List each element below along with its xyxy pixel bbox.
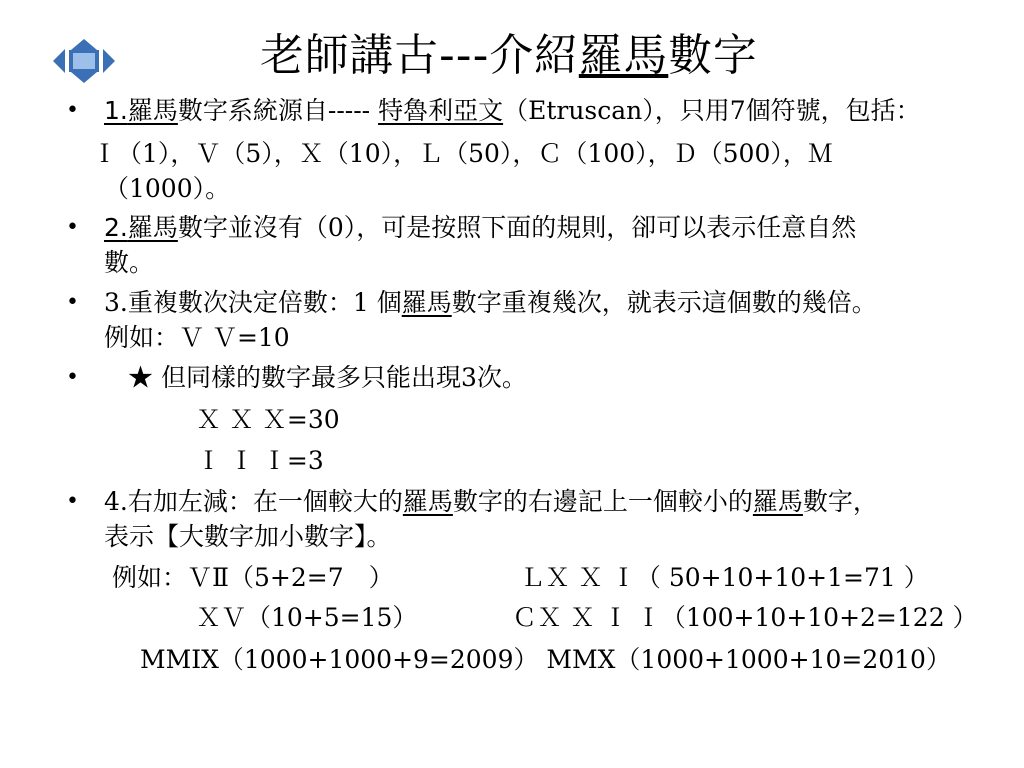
point-2-number: 2.	[104, 213, 128, 242]
title-part-3: 數字	[668, 30, 758, 81]
example-row-1-right: ＬＸ Ｘ Ｉ（ 50+10+10+1=71 ）	[520, 563, 929, 592]
point-1-line-2: Ｉ（1），Ｖ（5），Ｘ（10），Ｌ（50），Ｃ（100），Ｄ（500），Ｍ	[92, 139, 833, 168]
example-row-3: MMIX（1000+1000+9=2009） MMX（1000+1000+10=2010）	[140, 645, 951, 674]
point-2-term: 羅馬	[127, 213, 178, 242]
point-2-line-1	[104, 210, 856, 246]
point-1-text: 數字系統源自-----	[177, 96, 379, 125]
title-part-1: 老師講古---介紹	[260, 30, 579, 81]
point-4-term-1: 羅馬	[402, 487, 453, 516]
point-1-line-3: （1000）。	[104, 174, 231, 203]
point-4-line-2: 表示【大數字加小數字】。	[104, 522, 392, 551]
example-row-2-right: ＣＸ Ｘ Ｉ Ｉ（100+10+10+2=122 ）	[512, 603, 978, 632]
point-3-line-1	[104, 285, 877, 321]
title-part-2: 羅馬	[578, 30, 669, 81]
point-3-term: 羅馬	[401, 288, 452, 317]
point-star-line: ★ 但同樣的數字最多只能出現3次。	[128, 363, 527, 392]
point-3-line-2: 例如：Ｖ Ｖ=10	[104, 323, 290, 352]
point-3-head: 3.重複數次決定倍數：1 個	[104, 288, 402, 317]
bullet-5: •	[66, 489, 79, 514]
bullet-4: •	[66, 365, 79, 390]
example-row-1-left: 例如：ＶⅡ（5+2=7 ）	[112, 563, 394, 592]
example-xxx: Ｘ Ｘ Ｘ=30	[196, 405, 340, 434]
point-3-text: 數字重複幾次，就表示這個數的幾倍。	[451, 288, 877, 317]
example-iii: Ｉ Ｉ Ｉ=3	[196, 446, 324, 475]
point-4-head: 4.右加左減：在一個較大的	[104, 487, 403, 516]
point-4-term-2: 羅馬	[752, 487, 803, 516]
bullet-1: •	[66, 98, 79, 123]
point-1-term: 羅馬	[127, 96, 178, 125]
bullet-3: •	[66, 290, 79, 315]
slide-title	[0, 24, 1018, 88]
point-4-line-1	[104, 484, 878, 520]
example-row-2-left: ＸＶ（10+5=15）	[196, 603, 418, 632]
point-1-after: （Etruscan），只用7個符號，包括：	[503, 96, 921, 125]
point-1-number: 1.	[104, 96, 128, 125]
point-1-line-1	[104, 93, 921, 129]
point-4-tail: 數字，	[802, 487, 878, 516]
point-2-line-2: 數。	[104, 248, 155, 277]
point-1-source: 特魯利亞文	[378, 96, 504, 125]
point-4-mid: 數字的右邊記上一個較小的	[452, 487, 753, 516]
point-2-text: 數字並沒有（0），可是按照下面的規則，卻可以表示任意自然	[177, 213, 857, 242]
bullet-2: •	[66, 215, 79, 240]
